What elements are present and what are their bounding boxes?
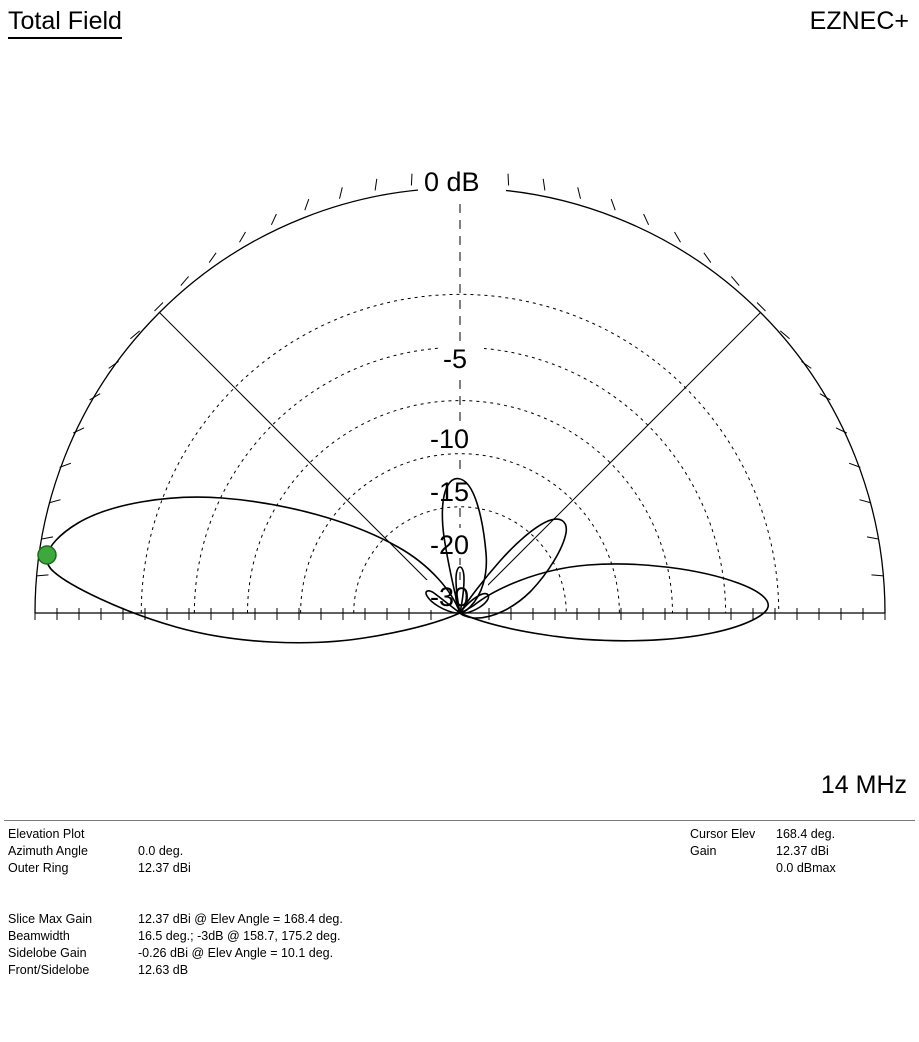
info-key: Gain — [690, 844, 717, 858]
info-key: Elevation Plot — [8, 827, 85, 841]
info-value: 12.37 dBi — [776, 844, 829, 858]
info-value: 0.0 deg. — [138, 844, 184, 858]
info-key: Front/Sidelobe — [8, 963, 90, 977]
ring-label-0: 0 dB — [424, 167, 480, 197]
info-value: 12.37 dBi @ Elev Angle = 168.4 deg. — [138, 912, 343, 926]
info-value: 12.37 dBi — [138, 861, 191, 875]
info-row — [690, 843, 836, 860]
info-value: 168.4 deg. — [776, 827, 836, 841]
gain-info-group — [8, 911, 343, 979]
info-key: Outer Ring — [8, 861, 69, 875]
info-value: 12.63 dB — [138, 963, 189, 977]
cursor-info-group — [690, 826, 836, 877]
ring-label-5: -30 — [430, 582, 470, 612]
info-row — [8, 826, 191, 843]
info-panel — [0, 826, 919, 1042]
info-key: Azimuth Angle — [8, 844, 88, 858]
info-row — [8, 928, 343, 945]
frequency-label: 14 MHz — [820, 771, 907, 799]
info-row — [8, 911, 343, 928]
plot-info-group — [8, 826, 191, 877]
cursor-marker[interactable] — [38, 546, 56, 564]
ring-label-4: -20 — [430, 530, 470, 560]
info-value: -0.26 dBi @ Elev Angle = 10.1 deg. — [138, 946, 334, 960]
info-value: 16.5 deg.; -3dB @ 158.7, 175.2 deg. — [138, 929, 341, 943]
info-key: Slice Max Gain — [8, 912, 93, 926]
info-row — [8, 843, 191, 860]
info-row — [690, 826, 836, 843]
polar-plot-area[interactable] — [0, 55, 919, 675]
ring-label-3: -15 — [430, 477, 470, 507]
info-key: Sidelobe Gain — [8, 946, 87, 960]
elevation-polar-chart[interactable] — [0, 55, 919, 675]
info-divider — [4, 820, 915, 821]
info-row — [8, 860, 191, 877]
info-row — [8, 962, 343, 979]
ring-label-1: -5 — [443, 344, 468, 374]
info-value: 0.0 dBmax — [776, 861, 836, 875]
app-brand-label: EZNEC+ — [809, 7, 909, 35]
info-key: Beamwidth — [8, 929, 70, 943]
ring-label-2: -10 — [430, 424, 470, 454]
info-row — [8, 945, 343, 962]
page-title: Total Field — [8, 6, 122, 39]
info-row — [690, 860, 836, 877]
ring-labels — [418, 165, 506, 612]
info-key: Cursor Elev — [690, 827, 756, 841]
info-key — [690, 860, 776, 877]
